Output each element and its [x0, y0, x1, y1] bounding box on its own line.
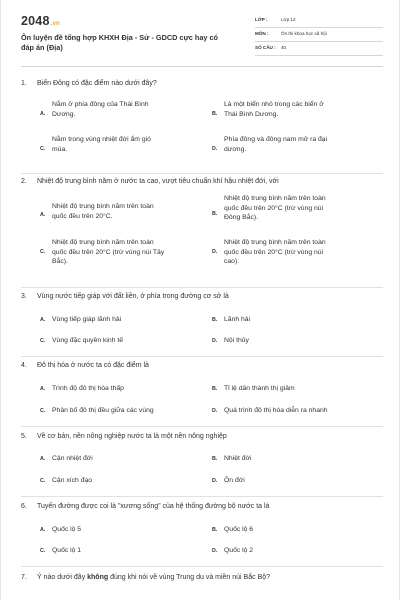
meta-question-count: [255, 42, 383, 56]
question-text: 1. Biển Đông có đặc điểm nào dưới đây?: [21, 80, 157, 87]
site-logo[interactable]: 2048.vn: [21, 14, 60, 28]
question-7: [21, 574, 383, 600]
question-text: 4. Đô thị hóa ở nước ta có đặc điểm là: [21, 362, 149, 369]
meta-label: MÔN :: [255, 31, 269, 36]
meta-value: Lớp 12: [281, 17, 296, 22]
document-title: [21, 33, 221, 53]
emphasis-text: không: [87, 574, 109, 581]
question-3: 3. Vùng nước tiếp giáp với đất liền, ở phía trong đường cơ sở là A. Vùng tiếp giáp lãnh hải B. Lãnh hải C. Vùng đặc quyền kinh tế D. Nội thủy: [21, 293, 383, 357]
header-divider: [21, 66, 383, 67]
document-title-line: Ôn luyện đề tổng hợp KHXH Địa - Sử - GDCD cực hay có: [21, 33, 218, 42]
document-meta: [255, 14, 383, 56]
question-text: 6. Tuyến đường được coi là "xương sống" của hệ thống đường bộ nước ta là: [21, 503, 270, 510]
question-text: 3. Vùng nước tiếp giáp với đất liền, ở phía trong đường cơ sở là: [21, 293, 229, 300]
question-5: 5. Về cơ bản, nền nông nghiệp nước ta là một nền nông nghiệp A. Cận nhiệt đới B. Nhiệt đới C. Cận xích đạo D. Ôn đới: [21, 433, 383, 497]
question-2: 2. Nhiệt độ trung bình năm ở nước ta cao, vượt tiêu chuẩn khí hậu nhiệt đới, với A. Nhiệt độ trung bình năm trên toàn quốc đều trên 20°C. B. Nhiệt độ trung bình năm trên toàn quốc đều trên 20°C (trừ vùng núi Đông Bắc). C. Nhiệt độ trung bình năm trên toàn quốc đều trên 20°C (trừ vùng núi Tây Bắc). D. Nhiệt độ trung bình năm trên toàn quốc đều trên 20°C (trừ vùng núi cao).: [21, 178, 383, 288]
meta-label: SỐ CÂU :: [255, 45, 276, 50]
question-4: 4. Đô thị hóa ở nước ta có đặc điểm là A. Trình độ đô thị hóa thấp B. Tỉ lệ dân thành thị giảm C. Phân bố đô thị đều giữa các vùng D. Quá trình đô thị hóa diễn ra nhanh: [21, 362, 383, 427]
question-6: 6. Tuyến đường được coi là "xương sống" của hệ thống đường bộ nước ta là A. Quốc lộ 5 B. Quốc lộ 6 C. Quốc lộ 1 D. Quốc lộ 2: [21, 503, 383, 567]
question-text: 7. Ý nào dưới đây không đúng khi nói về vùng Trung du và miền núi Bắc Bộ?: [21, 574, 271, 581]
document-header: [21, 14, 383, 64]
question-text: 2. Nhiệt độ trung bình năm ở nước ta cao, vượt tiêu chuẩn khí hậu nhiệt đới, với: [21, 178, 279, 185]
question-1: 1. Biển Đông có đặc điểm nào dưới đây? A. Nằm ở phía đông của Thái Bình Dương. B. Là một biển nhỏ trong các biển ở Thái Bình Dương. C. Nằm trong vùng nhiệt đới ẩm gió mùa. D. Phía đông và đông nam mở ra đại dương.: [21, 80, 383, 174]
meta-value: Ôn thi khoa học xã hội: [281, 31, 327, 36]
meta-value: 40: [281, 45, 287, 50]
meta-grade: [255, 14, 383, 28]
document-title-line: đáp án (Địa): [21, 43, 63, 52]
question-text: 5. Về cơ bản, nền nông nghiệp nước ta là một nền nông nghiệp: [21, 433, 227, 440]
meta-label: LỚP :: [255, 17, 268, 22]
meta-subject: [255, 28, 383, 42]
